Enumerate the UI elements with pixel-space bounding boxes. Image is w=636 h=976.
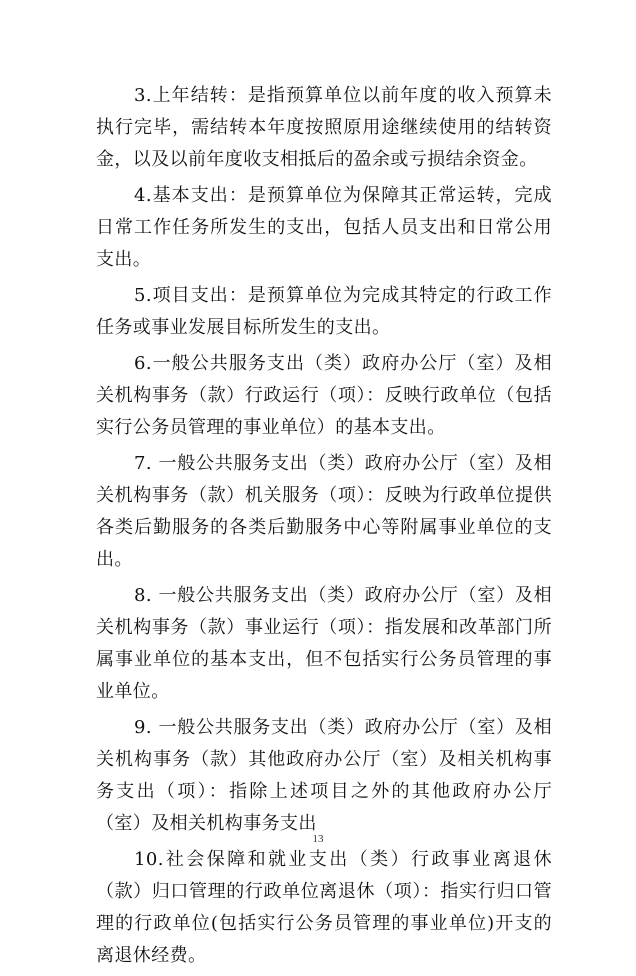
paragraph-retirement-management: 10.社会保障和就业支出（类）行政事业离退休（款）归口管理的行政单位离退休（项）：指实行归口管理的行政单位(包括实行公务员管理的事业单位)开支的离退休经费。 bbox=[96, 849, 552, 966]
paragraph-other-office-affairs: 9. 一般公共服务支出（类）政府办公厅（室）及相关机构事务（款）其他政府办公厅（室）及相关机构事务支出（项）：指除上述项目之外的其他政府办公厅（室）及相关机构事务支出 bbox=[96, 717, 552, 834]
paragraph-previous-year-carryover: 3.上年结转：是指预算单位以前年度的收入预算未执行完毕，需结转本年度按照原用途继续使用的结转资金，以及以前年度收支相抵后的盈余或亏损结余资金。 bbox=[96, 85, 552, 170]
paragraph-basic-expenditure: 4.基本支出：是预算单位为保障其正常运转，完成日常工作任务所发生的支出，包括人员支出和日常公用支出。 bbox=[96, 185, 552, 270]
paragraph-institutional-services: 7. 一般公共服务支出（类）政府办公厅（室）及相关机构事务（款）机关服务（项）：反映为行政单位提供各类后勤服务的各类后勤服务中心等附属事业单位的支出。 bbox=[96, 453, 552, 570]
paragraph-project-expenditure: 5.项目支出：是预算单位为完成其特定的行政工作任务或事业发展目标所发生的支出。 bbox=[96, 285, 552, 338]
paragraph-administrative-operation: 6.一般公共服务支出（类）政府办公厅（室）及相关机构事务（款）行政运行（项）：反映行政单位（包括实行公务员管理的事业单位）的基本支出。 bbox=[96, 353, 552, 438]
page-number: 13 bbox=[312, 833, 324, 845]
paragraph-public-institution-operation: 8. 一般公共服务支出（类）政府办公厅（室）及相关机构事务（款）事业运行（项）：指发展和改革部门所属事业单位的基本支出，但不包括实行公务员管理的事业单位。 bbox=[96, 585, 552, 702]
